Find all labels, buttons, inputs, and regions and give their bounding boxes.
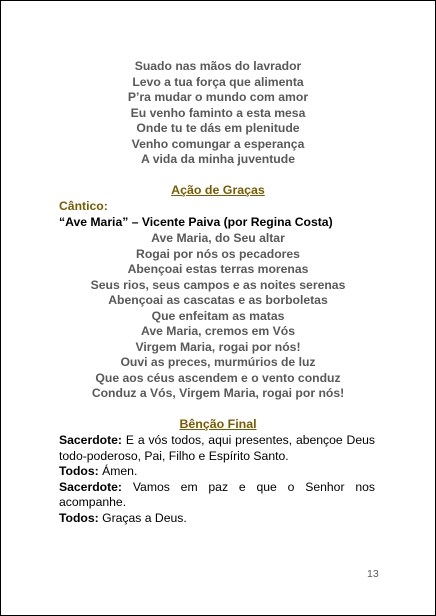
verse-line: Venho comungar a esperança	[131, 136, 305, 151]
lyric-line: Abençoai as cascatas e as borboletas	[108, 293, 328, 307]
dialogue-text: Ámen.	[98, 464, 138, 478]
verse-line: Eu venho faminto a esta mesa	[130, 105, 306, 120]
blessing-dialogue	[59, 433, 375, 526]
canticle-lyrics	[1, 231, 435, 402]
song-credit: “Ave Maria” – Vicente Paiva (por Regina Costa)	[59, 214, 333, 229]
dialogue-text: Graças a Deus.	[98, 510, 187, 525]
opening-stanza	[1, 59, 435, 168]
speaker-label: Todos:	[59, 510, 99, 525]
lyric-line: Conduz a Vós, Virgem Maria, rogai por nós!	[91, 386, 345, 400]
speaker-label: Sacerdote:	[59, 479, 122, 494]
lyric-line: Ave Maria, cremos em Vós	[141, 324, 295, 338]
dialogue-text: Vamos em paz e que o Senhor nos acompanhe.	[59, 479, 375, 509]
canticle-header	[59, 199, 379, 230]
verse-line: Suado nas mãos do lavrador	[134, 59, 302, 73]
lyric-line: Que enfeitam as matas	[151, 308, 285, 323]
dialogue-line	[59, 511, 375, 527]
section-title: Bênção Final	[179, 417, 257, 431]
speaker-label: Sacerdote:	[59, 433, 122, 447]
lyric-line: Seus rios, seus campos e as noites serenas	[90, 277, 346, 292]
dialogue-text: E a vós todos, aqui presentes, abençoe Deus todo-poderoso, Pai, Filho e Espírito Santo.	[59, 433, 375, 463]
verse-line: Onde tu te dás em plenitude	[136, 121, 300, 135]
canticle-label: Cântico:	[59, 199, 108, 213]
lyric-line: Ave Maria, do Seu altar	[151, 231, 285, 245]
verse-line: Levo a tua força que alimenta	[132, 74, 304, 89]
section-acao-de-gracas	[1, 183, 435, 199]
lyric-line: Virgem Maria, rogai por nós!	[135, 339, 301, 354]
lyric-line: Ouvi as preces, murmúrios de luz	[120, 355, 316, 369]
lyric-line: Que aos céus ascendem e o vento conduz	[95, 370, 341, 385]
verse-line: A vida da minha juventude	[141, 152, 295, 166]
section-bencao-final	[1, 417, 435, 433]
section-title: Ação de Graças	[171, 183, 265, 197]
dialogue-line	[59, 464, 375, 480]
verse-line: P’ra mudar o mundo com amor	[127, 90, 309, 104]
speaker-label: Todos:	[59, 464, 99, 478]
lyric-line: Rogai por nós os pecadores	[136, 246, 300, 261]
dialogue-line	[59, 433, 375, 464]
lyric-line: Abençoai estas terras morenas	[127, 262, 309, 276]
dialogue-line	[59, 480, 375, 511]
page-number: 13	[367, 568, 379, 580]
